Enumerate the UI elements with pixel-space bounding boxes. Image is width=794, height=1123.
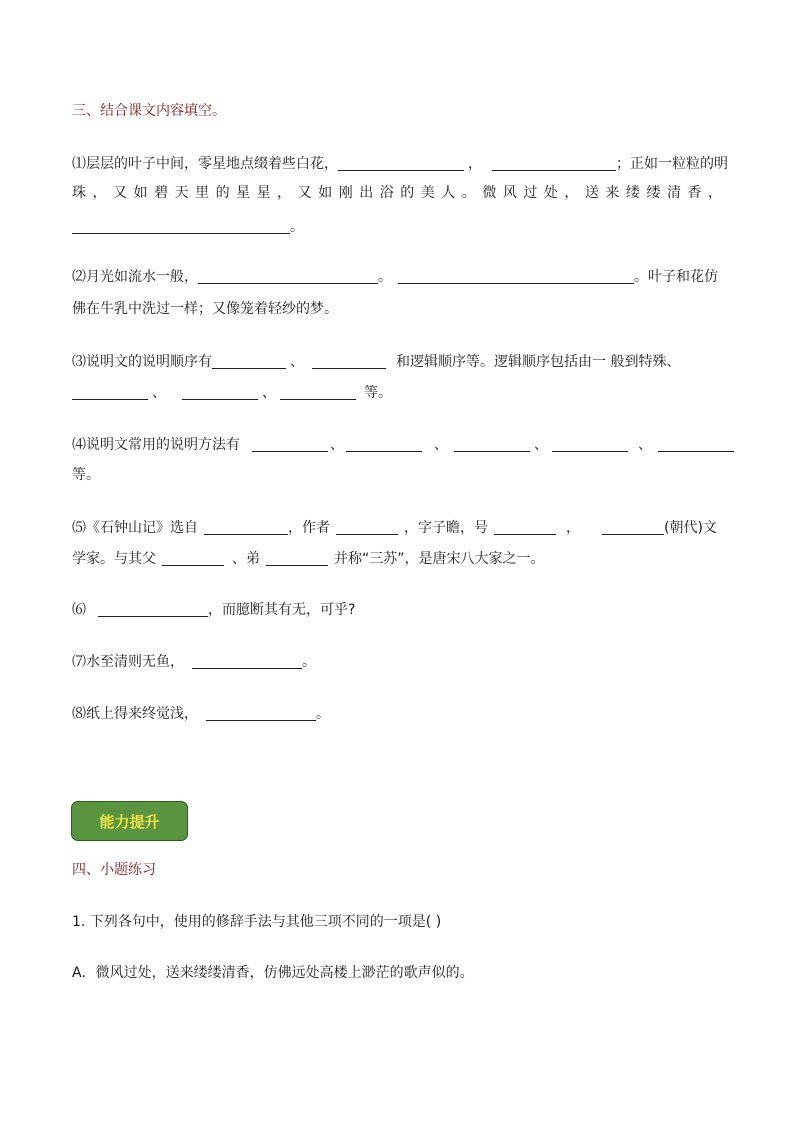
blank-q5-d[interactable] bbox=[602, 520, 664, 535]
blank-q1-c[interactable] bbox=[72, 219, 290, 234]
blank-q3-e[interactable] bbox=[280, 385, 356, 400]
question-1-line-1: ⑴层层的叶子中间，零星地点缀着些白花， ， ；正如一粒粒的明 bbox=[72, 156, 728, 172]
question-4-line-1: ⑷说明文常用的说明方法有 、 、 、 、 bbox=[72, 436, 734, 454]
question-8-line: ⑻纸上得来终觉浅， 。 bbox=[72, 706, 330, 722]
section-4-question-1: 1. 下列各句中，使用的修辞手法与其他三项不同的一项是( ) bbox=[72, 914, 442, 930]
blank-q4-a[interactable] bbox=[252, 437, 328, 452]
question-7-line: ⑺水至清则无鱼， 。 bbox=[72, 654, 316, 670]
blank-q2-a[interactable] bbox=[198, 269, 378, 284]
blank-q5-a[interactable] bbox=[204, 520, 288, 535]
question-3-line-2: 、 、 等。 bbox=[72, 384, 392, 402]
question-3-line-1: ⑶说明文的说明顺序有 、 和逻辑顺序等。逻辑顺序包括由一 般到特殊、 bbox=[72, 354, 681, 370]
question-5-line-1: ⑸《石钟山记》选自 ，作者 ，字子瞻，号 ， (朝代)文 bbox=[72, 520, 717, 536]
question-1-line-3: 。 bbox=[72, 218, 304, 236]
question-4-line-2: 等。 bbox=[72, 467, 100, 483]
blank-q5-f[interactable] bbox=[266, 551, 328, 566]
blank-q4-c[interactable] bbox=[454, 437, 530, 452]
blank-q3-d[interactable] bbox=[182, 385, 258, 400]
section-4-title: 四、小题练习 bbox=[72, 862, 156, 878]
blank-q6[interactable] bbox=[98, 602, 208, 617]
section-3-title: 三、结合课文内容填空。 bbox=[72, 103, 226, 119]
blank-q4-d[interactable] bbox=[552, 437, 628, 452]
blank-q5-b[interactable] bbox=[336, 520, 398, 535]
question-6-line: ⑹ ，而臆断其有无，可乎? bbox=[72, 602, 356, 618]
blank-q5-c[interactable] bbox=[494, 520, 556, 535]
blank-q3-b[interactable] bbox=[312, 354, 386, 369]
question-1-line-2: 珠 ， 又 如 碧 天 里 的 星 星 ， 又 如 刚 出 浴 的 美 人 。 微 风 过 处 ， 送 来 缕 缕 清 香 ， bbox=[72, 185, 722, 201]
blank-q3-c[interactable] bbox=[72, 385, 148, 400]
ability-boost-label: 能力提升 bbox=[99, 812, 160, 831]
blank-q4-e[interactable] bbox=[658, 437, 734, 452]
blank-q1-b[interactable] bbox=[492, 156, 616, 171]
blank-q7[interactable] bbox=[192, 654, 302, 669]
section-4-option-a[interactable]: A．微风过处，送来缕缕清香，仿佛远处高楼上渺茫的歌声似的。 bbox=[72, 965, 474, 981]
blank-q8[interactable] bbox=[206, 706, 316, 721]
question-2-line-1: ⑵月光如流水一般， 。 。叶子和花仿 bbox=[72, 269, 718, 285]
blank-q3-a[interactable] bbox=[212, 354, 286, 369]
blank-q2-b[interactable] bbox=[398, 269, 634, 284]
blank-q1-a[interactable] bbox=[338, 156, 464, 171]
blank-q5-e[interactable] bbox=[162, 551, 224, 566]
question-5-line-2: 学家。与其父 、弟 并称“三苏”，是唐宋八大家之一。 bbox=[72, 551, 545, 567]
blank-q4-b[interactable] bbox=[346, 437, 422, 452]
question-2-line-2: 佛在牛乳中洗过一样；又像笼着轻纱的梦。 bbox=[72, 301, 338, 317]
ability-boost-badge bbox=[71, 801, 188, 841]
